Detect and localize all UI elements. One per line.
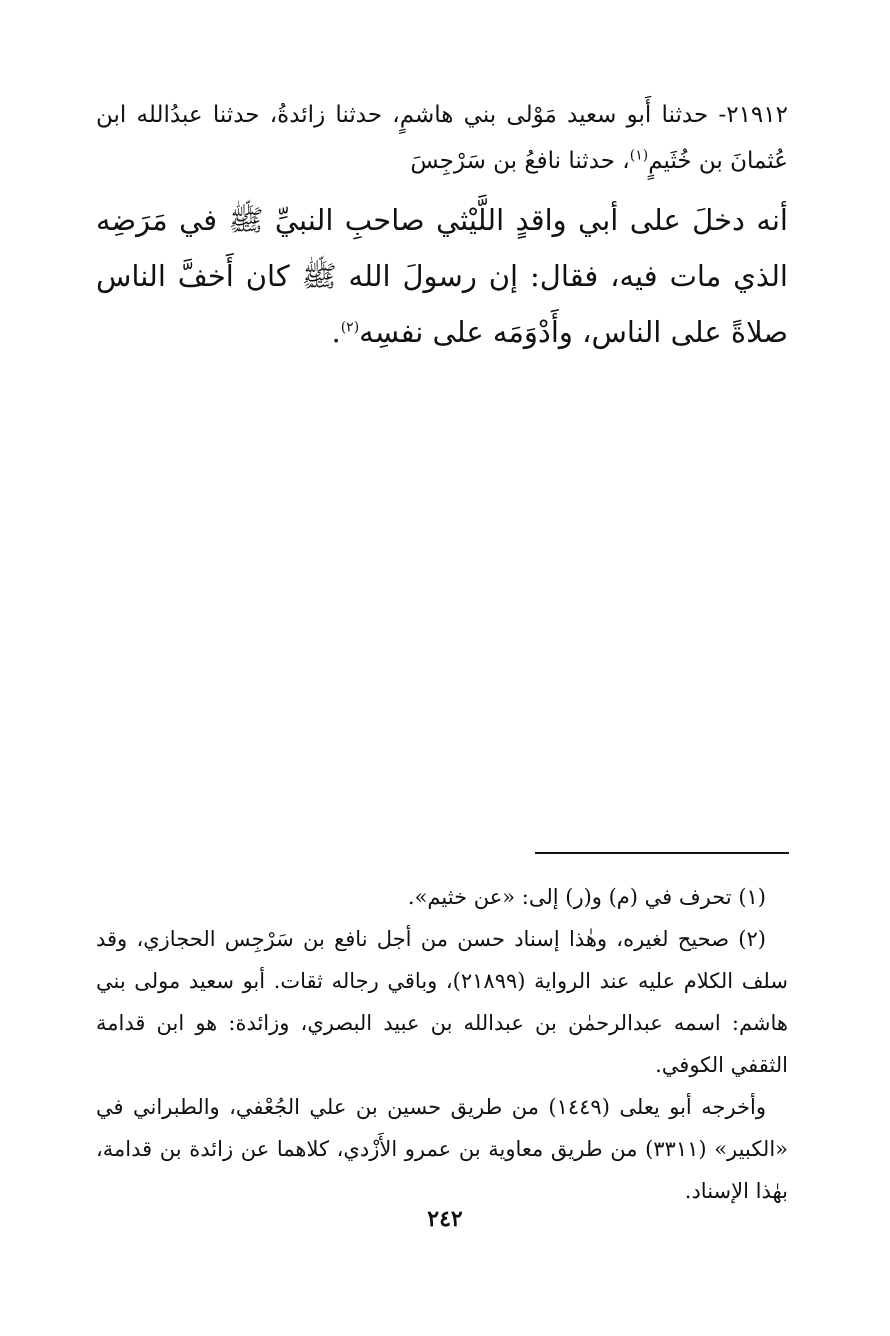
footnote-separator bbox=[535, 852, 789, 854]
footnote-2-continued: وأخرجه أبو يعلى (١٤٤٩) من طريق حسين بن علي الجُعْفي، والطبراني في «الكبير» (٣٣١١) من طريق معاوية بن عمرو الأَزْدي، كلاهما عن زائدة بن قدامة، بهٰذا الإسناد. bbox=[96, 1095, 788, 1203]
footnote-2: (٢) صحيح لغيره، وهٰذا إسناد حسن من أجل نافع بن سَرْجِس الحجازي، وقد سلف الكلام عليه عند الرواية (٢١٨٩٩)، وباقي رجاله ثقات. أبو سعيد مولى بني هاشم: اسمه عبدالرحمٰن بن عبدالله بن عبيد البصري، وزائدة: هو ابن قدامة الثقفي الكوفي. bbox=[96, 927, 788, 1077]
page-number: ٢٤٢ bbox=[427, 1206, 463, 1232]
isnad-text: ٢١٩١٢- حدثنا أَبو سعيد مَوْلى بني هاشمٍ، حدثنا زائدةُ، حدثنا عبدُالله ابن عُثمانَ بن خُثَيمٍ bbox=[96, 102, 788, 174]
hadith-matn bbox=[96, 192, 788, 360]
footnotes bbox=[96, 876, 788, 1212]
matn-text-end: . bbox=[331, 315, 341, 349]
footnote-ref-1: (١) bbox=[629, 147, 649, 164]
matn-text: أنه دخلَ على أبي واقدٍ اللَّيْثي صاحبِ النبيِّ ﷺ في مَرَضِه الذي مات فيه، فقال: إن رسولَ الله ﷺ كان أَخفَّ الناس صلاةً على الناس، وأَدْوَمَه على نفسِه bbox=[96, 203, 788, 349]
footnote-1: (١) تحرف في (م) و(ر) إلى: «عن خثيم». bbox=[407, 885, 766, 909]
hadith-isnad bbox=[96, 92, 788, 184]
isnad-text-end: ، حدثنا نافعُ بن سَرْجِسَ bbox=[410, 148, 630, 174]
footnote-ref-2: (٢) bbox=[340, 319, 360, 336]
